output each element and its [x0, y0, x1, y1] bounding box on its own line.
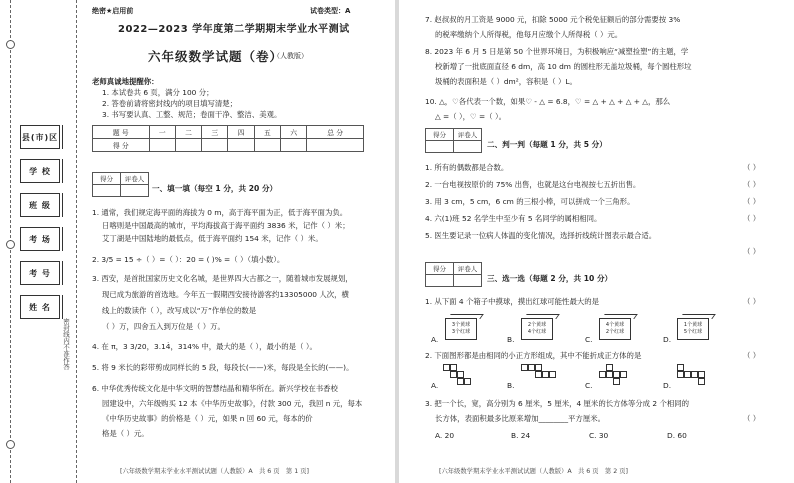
binding-field-district[interactable] — [62, 125, 70, 149]
score-box-cell[interactable] — [426, 141, 454, 153]
question-3-line: 3. 西安，是首批国家历史文化名城，是世界四大古都之一，随着城市发展规划， — [92, 274, 353, 283]
notice-item: 2. 答卷前请将密封线内的项目填写清楚； — [102, 99, 238, 108]
option-b[interactable]: B. 24 — [511, 431, 531, 440]
judge-item: 4. 六(1)班 52 名学生中至少有 5 名同学的属相相同。 — [425, 214, 602, 223]
section3-score-box — [425, 262, 482, 287]
score-header-cell: 五 — [254, 126, 280, 139]
binding-hole-icon — [6, 40, 15, 49]
option-b[interactable]: B. — [507, 335, 515, 344]
grader-box-cell[interactable] — [121, 185, 149, 197]
judge-answer-paren[interactable]: （ ） — [743, 180, 761, 189]
question-5: 5. 将 9 米长的彩带剪成同样长的 5 段，每段长(——)米，每段是全长的(——)。 — [92, 363, 354, 372]
question-6-line: 园建设中，六年级购买 12 本《中华历史故事》，付款 300 元，我回 n 元，每本 — [102, 399, 363, 408]
section2-title: 二、判一判（每题 1 分，共 5 分） — [487, 140, 607, 149]
question-7-line: 7. 赵叔叔的月工资是 9000 元，扣除 5000 元个税免征额后的部分需要按 3% — [425, 15, 681, 24]
option-a[interactable]: A. — [431, 335, 439, 344]
choice-question-1: 1. 从下面 4 个箱子中摸球，摸出红球可能性最大的是 — [425, 297, 600, 306]
question-3-line: 现已成为旅游的首选地。今年五一假期西安接待游客约13305000 人次，横 — [102, 290, 349, 299]
question-2: 2. 3/5 = 15 ÷（ ）=（ ）：20 = ( )% =（ ）（填小数）。 — [92, 255, 285, 264]
option-d[interactable]: D. — [663, 381, 672, 390]
score-header-cell: 总 分 — [307, 126, 364, 139]
section1-title: 一、填一填（每空 1 分，共 20 分） — [152, 184, 278, 193]
option-d[interactable]: D. 60 — [667, 431, 687, 440]
box-text: 1个黄球 — [683, 322, 703, 328]
score-box-label: 得分 — [93, 173, 121, 185]
question-1-line: 日喀则是中国最高的城市，平均海拔高于海平面约 3836 米，记作（ ）米； — [102, 221, 350, 230]
paper-subtitle: 六年级数学试题（卷） — [148, 49, 284, 64]
section2-score-box — [425, 128, 482, 153]
choice-answer-paren[interactable]: （ ） — [743, 297, 761, 306]
ball-box-b — [521, 318, 553, 340]
question-6-line: 《中华历史故事》的价格是（ ）元，如果 n 回 60 元，每本的价 — [102, 414, 313, 423]
question-10-line: 10. △，♡各代表一个数，如果♡ - △ = 6.8，♡ = △ + △ + △ + △，那么 — [425, 97, 671, 106]
judge-item: 3. 用 3 cm，5 cm，6 cm 的三根小棒，可以拼成一个三角形。 — [425, 197, 635, 206]
grader-box-label: 评卷人 — [121, 173, 149, 185]
score-header-cell: 一 — [149, 126, 175, 139]
binding-label-name: 姓 名 — [20, 295, 60, 319]
option-c[interactable]: C. 30 — [589, 431, 609, 440]
judge-item: 5. 医生要记录一位病人体温的变化情况，选择折线统计图表示最合适。 — [425, 231, 657, 240]
judge-answer-paren[interactable]: （ ） — [743, 214, 761, 223]
section3-title: 三、选一选（每题 2 分，共 10 分） — [487, 274, 613, 283]
judge-answer-paren[interactable]: （ ） — [743, 247, 761, 256]
judge-item: 1. 所有的偶数都是合数。 — [425, 163, 509, 172]
question-8-line: 校新增了一批底面直径 6 dm，高 10 dm 的圆柱形无盖垃圾桶，每个圆柱形垃 — [435, 62, 692, 71]
binding-label-district: 县(市)区 — [20, 125, 60, 149]
binding-field-class[interactable] — [62, 193, 70, 217]
choice-answer-paren[interactable]: （ ） — [743, 351, 761, 360]
score-box-label: 得分 — [426, 263, 454, 275]
question-3-line: （ ）万，四舍五入到万位是（ ）万。 — [102, 322, 225, 331]
option-b[interactable]: B. — [507, 381, 515, 390]
grader-box-label: 评卷人 — [454, 263, 482, 275]
score-box-cell[interactable] — [426, 275, 454, 287]
judge-answer-paren[interactable]: （ ） — [743, 163, 761, 172]
box-text: 4个黄球 — [605, 322, 625, 328]
binding-hole-icon — [6, 440, 15, 449]
judge-answer-paren[interactable]: （ ） — [743, 197, 761, 206]
grader-box-label: 评卷人 — [454, 129, 482, 141]
binding-label-school: 学 校 — [20, 159, 60, 183]
question-6-line: 格是（ ）元。 — [102, 429, 149, 438]
exam-type: 试卷类型：A — [310, 7, 351, 15]
box-text: 2个红球 — [605, 329, 625, 335]
grader-box-cell[interactable] — [454, 141, 482, 153]
score-box-label: 得分 — [426, 129, 454, 141]
edition-label: （人教版） — [273, 52, 308, 60]
exam-page-1 — [0, 0, 395, 483]
score-header-cell: 三 — [202, 126, 228, 139]
score-cell[interactable] — [202, 139, 228, 152]
box-text: 3个黄球 — [451, 322, 471, 328]
score-cell[interactable] — [228, 139, 254, 152]
box-text: 5个红球 — [683, 329, 703, 335]
ball-box-c — [599, 318, 631, 340]
score-cell[interactable] — [307, 139, 364, 152]
score-table-row — [93, 139, 364, 152]
question-8-line: 圾桶的表面积是（ ）dm²，容积是（ ）L。 — [435, 77, 577, 86]
option-a[interactable]: A. 20 — [435, 431, 455, 440]
score-box-cell[interactable] — [93, 185, 121, 197]
binding-dashed-line — [76, 0, 77, 483]
section1-score-box — [92, 172, 149, 197]
score-header-cell: 二 — [175, 126, 201, 139]
score-row-label: 得 分 — [93, 139, 150, 152]
score-cell[interactable] — [254, 139, 280, 152]
page-footer: [六年级数学期末学业水平测试试题（人教版）A 共 6 页 第 2 页] — [439, 468, 628, 475]
score-header-cell: 六 — [281, 126, 307, 139]
score-cell[interactable] — [175, 139, 201, 152]
exam-title: 2022—2023 学年度第二学期期末学业水平测试 — [118, 24, 350, 35]
binding-field-room[interactable] — [62, 227, 70, 251]
choice-question-2: 2. 下面图形都是由相同的小正方形组成，其中不能折成正方体的是 — [425, 351, 642, 360]
option-c[interactable]: C. — [585, 335, 593, 344]
binding-label-room: 考 场 — [20, 227, 60, 251]
score-header-cell: 题 号 — [93, 126, 150, 139]
question-8-line: 8. 2023 年 6 月 5 日是第 50 个世界环境日，为积极响应“减塑捡塑”的主题，学 — [425, 47, 689, 56]
binding-label-class: 班 级 — [20, 193, 60, 217]
notice-item: 3. 书写要认真、工整、规范；卷面干净、整洁、美观。 — [102, 110, 282, 119]
question-1-line: 1. 通常，我们规定海平面的海拔为 0 m，高于海平面为正，低于海平面为负。 — [92, 208, 348, 217]
question-1-line: 艾丁湖是中国陆地的最低点，低于海平面约 154 米，记作（ ）米。 — [102, 234, 323, 243]
score-cell[interactable] — [149, 139, 175, 152]
notice-title: 老师真诚地提醒你： — [92, 77, 159, 86]
option-d[interactable]: D. — [663, 335, 672, 344]
question-4: 4. 在 π，3 3/20，3.14̇，314% 中，最大的是（ ），最小的是（ ）。 — [92, 342, 317, 351]
binding-field-school[interactable] — [62, 159, 70, 183]
binding-field-number[interactable] — [62, 261, 70, 285]
box-text: 3个红球 — [451, 329, 471, 335]
choice-question-3-line: 长方体，表面积最多比原来增加________平方厘米。 — [435, 414, 605, 423]
binding-hole-icon — [6, 240, 15, 249]
box-text: 4个红球 — [527, 329, 547, 335]
score-table-header — [93, 126, 364, 139]
question-10-line: △ =（ ），♡ =（ ）。 — [435, 112, 507, 121]
question-7-line: 的税率缴纳个人所得税，他每月应缴个人所得税（ ）元。 — [435, 30, 623, 39]
option-c[interactable]: C. — [585, 381, 593, 390]
choice-question-3-line: 3. 把一个长，宽，高分别为 6 厘米，5 厘米，4 厘米的长方体等分成 2 个相同的 — [425, 399, 690, 408]
binding-strip — [0, 0, 85, 483]
score-cell[interactable] — [281, 139, 307, 152]
secret-label: 绝密★启用前 — [92, 7, 134, 15]
binding-note: 密封线内不准作答 — [62, 318, 70, 370]
judge-item: 2. 一台电视按原价的 75% 出售，也就是这台电视按七五折出售。 — [425, 180, 641, 189]
exam-page-2 — [399, 0, 794, 483]
box-text: 2个黄球 — [527, 322, 547, 328]
binding-label-number: 考 号 — [20, 261, 60, 285]
score-header-cell: 四 — [228, 126, 254, 139]
ball-box-a — [445, 318, 477, 340]
choice-answer-paren[interactable]: （ ） — [743, 414, 761, 423]
option-a[interactable]: A. — [431, 381, 439, 390]
ball-box-d — [677, 318, 709, 340]
question-3-line: 线上的数读作（ ），改写成以“万”作单位的数是 — [102, 306, 257, 315]
grader-box-cell[interactable] — [454, 275, 482, 287]
question-6-line: 6. 中华优秀传统文化是中华文明的智慧结晶和精华所在。新兴学校在书香校 — [92, 384, 338, 393]
binding-field-name[interactable] — [62, 295, 70, 319]
score-table — [92, 125, 364, 152]
page-footer: [六年级数学期末学业水平测试试题（人教版）A 共 6 页 第 1 页] — [120, 468, 309, 475]
notice-item: 1. 本试卷共 6 页，满分 100 分； — [102, 88, 214, 97]
